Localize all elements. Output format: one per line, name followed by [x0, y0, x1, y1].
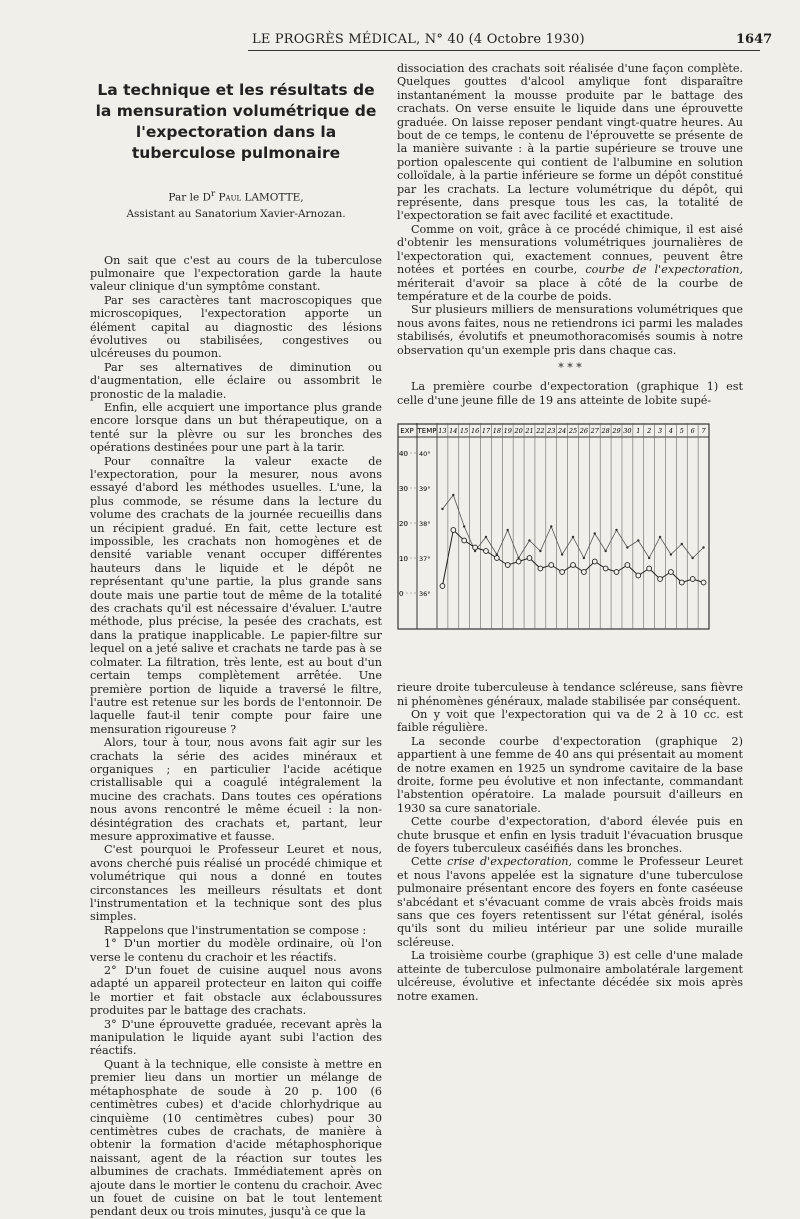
paragraph: Rappelons que l'instrumentation se compose :	[104, 923, 367, 937]
temperature-point	[702, 546, 704, 548]
temperature-point	[452, 494, 454, 496]
paragraph: 1° D'un mortier du modèle ordinaire, où l'on verse le contenu du crachoir et les réactifs.	[90, 937, 382, 964]
expectoration-point	[440, 584, 445, 589]
expectoration-point	[527, 556, 532, 561]
y-tick-label-exp: 0	[399, 590, 404, 599]
temperature-point	[648, 557, 650, 559]
expectoration-point	[581, 570, 586, 575]
temperature-point	[670, 553, 672, 555]
temperature-point	[572, 536, 574, 538]
y-tick-label-temp: 36°	[419, 590, 431, 599]
day-tick-label: 20	[514, 427, 523, 436]
paragraph: rieure droite tuberculeuse à tendance scléreuse, sans fièvre ni phénomènes généraux, malade stabilisée par conséquent.	[397, 681, 743, 708]
day-tick-label: 19	[503, 427, 512, 436]
day-tick-label: 24	[557, 427, 567, 436]
temperature-point	[485, 536, 487, 538]
day-tick-label: 27	[590, 427, 599, 436]
day-tick-label: 6	[690, 427, 695, 436]
temperature-point	[583, 557, 585, 559]
expectoration-point	[571, 563, 576, 568]
paragraph-text: mériterait d'avoir sa place à côté de la courbe de température et de la courbe de poids.	[397, 276, 743, 303]
row-label-temp: TEMP	[417, 427, 437, 436]
expectoration-point	[625, 563, 630, 568]
day-tick-label: 16	[470, 427, 480, 436]
chart-svg	[397, 423, 715, 669]
expectoration-point	[669, 570, 674, 575]
expectoration-point	[560, 570, 565, 575]
day-tick-label: 4	[668, 427, 673, 436]
day-tick-label: 21	[525, 427, 534, 436]
temperature-point	[604, 550, 606, 552]
temperature-point	[441, 508, 443, 510]
y-tick-label-exp: 10	[399, 555, 408, 564]
temperature-point	[615, 529, 617, 531]
italic-term: courbe de l'expectoration,	[585, 263, 744, 277]
left-column	[90, 62, 382, 1219]
expectoration-point	[451, 528, 456, 533]
paragraph: Pour connaître la valeur exacte de l'expectoration, pour la mesurer, nous avons essayé d'abord les méthodes usuelles. L'une, la plus commode, se résume dans la lecture du volume des crachats de la journée recueillis dans un récipient gradué. En fait, cette lecture est impossible, les crachats non homogènes et de densité variable venant occuper différentes hauteurs dans le liquide et le dépôt ne représentant qu'une partie, la plus grande sans doute mais une partie tout de même de la totalité des crachats qu'il est nécessaire d'évaluer. L'autre méthode, plus précise, la pesée des crachats, est dans la pratique inapplicable. Le papier-filtre sur lequel on a jeté salive et crachats ne tarde pas à se colmater. La filtration, très lente, est au bout d'un certain temps complètement arrêtée. Une première portion de liquide a traversé le filtre, l'autre est retenue sur les bords de l'entonnoir. De laquelle faut-il tenir compte pour faire une mensuration rigoureuse ?	[90, 454, 382, 736]
day-tick-label: 1	[636, 427, 641, 436]
paragraph: La première courbe d'expectoration (graphique 1) est celle d'une jeune fille de 19 ans atteinte de lobite supé-	[397, 380, 743, 407]
expectoration-point	[538, 566, 543, 571]
author-affiliation: Assistant au Sanatorium Xavier-Arnozan.	[126, 207, 346, 220]
day-tick-label: 7	[701, 427, 706, 436]
temperature-point	[637, 539, 639, 541]
paragraph-text: Comme on voit, grâce à ce procédé chimique, il est aisé d'obtenir les mensurations volumétriques journalières de l'expectoration qui, exactement connues, peuvent être notées et portées en courbe,	[397, 222, 743, 277]
expectoration-point	[505, 563, 510, 568]
temperature-point	[507, 529, 509, 531]
temperature-point	[561, 553, 563, 555]
paragraph: Enfin, elle acquiert une importance plus grande encore lorsque dans un but thérapeutique, on a tenté sur la plèvre ou sur les bronches des opérations destinées pour une part à la tarir.	[90, 400, 382, 455]
temperature-point	[691, 557, 693, 559]
day-tick-label: 15	[460, 427, 469, 436]
expectoration-point	[690, 577, 695, 582]
author-name: Paul LAMOTTE,	[218, 191, 304, 204]
page-number: 1647	[736, 32, 773, 47]
day-tick-label: 22	[536, 427, 545, 436]
y-tick-label-exp: 20	[399, 520, 408, 529]
expectoration-line	[442, 530, 703, 586]
expectoration-point	[592, 559, 597, 564]
temperature-point	[659, 536, 661, 538]
paragraph: Sur plusieurs milliers de mensurations volumétriques que nous avons faites, nous ne retiendrons ici parmi les malades stabilisés, évolutifs et pneumothoracomisés soumis à notre observation qu'un exemple pris dans chaque cas.	[397, 303, 743, 357]
paragraph	[397, 855, 743, 949]
paragraph: 3° D'une éprouvette graduée, recevant après la manipulation le liquide ayant subi l'action des réactifs.	[90, 1017, 382, 1058]
y-tick-label-exp: 30	[399, 485, 408, 494]
expectoration-point	[701, 580, 706, 585]
paragraph-text: Cette	[411, 855, 442, 869]
expectoration-point	[494, 556, 499, 561]
running-header	[0, 28, 800, 54]
day-tick-label: 5	[679, 427, 684, 436]
paragraph: C'est pourquoi le Professeur Leuret et nous, avons cherché puis réalisé un procédé chimique et volumétrique qui nous a donné en toutes circonstances les meilleurs résultats et dont l'instrumentation et la technique sont des plus simples.	[90, 843, 382, 924]
day-tick-label: 25	[568, 427, 578, 436]
expectoration-point	[636, 573, 641, 578]
expectoration-point	[473, 545, 478, 550]
temperature-point	[681, 543, 683, 545]
y-tick-label-temp: 40°	[419, 450, 431, 459]
chart-frame	[398, 424, 709, 629]
expectoration-point	[647, 566, 652, 571]
byline-sup: r	[210, 189, 216, 199]
paragraph: On y voit que l'expectoration qui va de 2 à 10 cc. est faible régulière.	[397, 707, 743, 735]
paragraph-text: comme le Professeur Leuret et nous l'avons appelée est la signature d'une tuberculose pulmonaire présentant encore des foyers en fonte caséeuse s'abcédant et s'évacuant comme de vrais abcès froids mais sans que ces foyers retentissent sur l'état général, isolés qu'ils sont du milieu intérieur par une solide muraille scléreuse.	[397, 855, 743, 949]
day-tick-label: 29	[612, 427, 621, 436]
journal-title: LE PROGRÈS MÉDICAL, N° 40 (4 Octobre 1930)	[252, 32, 585, 47]
paragraph: Cette courbe d'expectoration, d'abord élevée puis en chute brusque et enfin en lysis traduit l'évacuation brusque de foyers tuberculeux caséifiés dans les bronches.	[397, 815, 743, 856]
article-title: La technique et les résultats de la mensuration volumétrique de l'expectoration dans la tuberculose pulmonaire	[95, 81, 377, 162]
expectoration-point	[679, 580, 684, 585]
day-tick-label: 17	[481, 427, 491, 436]
expectoration-point	[549, 563, 554, 568]
temperature-point	[626, 546, 628, 548]
expectoration-point	[658, 577, 663, 582]
spacer	[90, 222, 382, 254]
expectoration-point	[484, 549, 489, 554]
y-tick-label-temp: 37°	[419, 555, 431, 564]
day-tick-label: 23	[547, 427, 556, 436]
day-tick-label: 28	[601, 427, 610, 436]
paragraph: Alors, tour à tour, nous avons fait agir sur les crachats la série des acides minéraux et organiques ; en particulier l'acide acétique cristallisable qui a coagulé intégralement la mucine des crachats. Dans toutes ces opérations nous avons rencontré le même écueil : la non-désintégration des crachats et, partant, leur mesure approximative et fausse.	[90, 736, 382, 843]
header-rule	[248, 50, 760, 51]
temperature-line	[442, 495, 703, 558]
expectoration-point	[462, 538, 467, 543]
expectoration-point	[603, 566, 608, 571]
paragraph: dissociation des crachats soit réalisée d'une façon complète. Quelques gouttes d'alcool amylique font disparaître instantanément la mousse produite par le battage des crachats. On verse ensuite le liquide dans une éprouvette graduée. On laisse reposer pendant vingt-quatre heures. Au bout de ce temps, le contenu de l'éprouvette se présente de la manière suivante : à la partie supérieure se trouve une portion opalescente qui contient de l'albumine en solution colloïdale, à la partie inférieure se forme un dépôt constitué par les crachats. La lecture volumétrique du dépôt, qui représente, dans presque tous les cas, la totalité de l'expectoration se fait avec facilité et exactitude.	[397, 62, 743, 223]
expectoration-point	[614, 570, 619, 575]
italic-term: crise d'expectoration,	[447, 855, 572, 869]
temperature-point	[539, 550, 541, 552]
byline-prefix: Par le D	[168, 191, 211, 204]
paragraph: On sait que c'est au cours de la tuberculose pulmonaire que l'expectoration garde la haute valeur clinique d'un symptôme constant.	[90, 253, 382, 294]
temperature-point	[528, 539, 530, 541]
paragraph: Par ses caractères tant macroscopiques que microscopiques, l'expectoration apporte un élément capital au diagnostic des lésions évolutives ou stabilisées, congestives ou ulcéreuses du poumon.	[90, 293, 382, 361]
paragraph: La troisième courbe (graphique 3) est celle d'une malade atteinte de tuberculose pulmonaire ambolatérale largement ulcéreuse, évolutive et infectante décédée six mois après notre examen.	[397, 949, 743, 1003]
temperature-point	[463, 525, 465, 527]
expectoration-chart	[397, 423, 715, 669]
paragraph	[397, 223, 743, 303]
temperature-point	[550, 525, 552, 527]
day-tick-label: 2	[647, 427, 652, 436]
temperature-point	[594, 532, 596, 534]
paragraph: Par ses alternatives de diminution ou d'augmentation, elle éclaire ou assombrit le pronostic de la maladie.	[90, 360, 382, 401]
day-tick-label: 30	[623, 427, 632, 436]
y-tick-label-exp: 40	[399, 450, 408, 459]
byline	[90, 186, 382, 222]
y-tick-label-temp: 39°	[419, 485, 431, 494]
paragraph: La seconde courbe d'expectoration (graphique 2) appartient à une femme de 40 ans qui présentait au moment de notre examen en 1925 un syndrome cavitaire de la base droite, forme peu évolutive et non infectante, commandant l'abstention opératoire. La malade poursuit d'ailleurs en 1930 sa cure sanatoriale.	[397, 734, 743, 815]
row-label-exp: EXP	[400, 427, 414, 436]
paragraph: 2° D'un fouet de cuisine auquel nous avons adapté un appareil protecteur en laiton qui coiffe le mortier et fait obstacle aux éclaboussures produites par le battage des crachats.	[90, 964, 382, 1018]
day-tick-label: 18	[492, 427, 501, 436]
day-tick-label: 13	[438, 427, 447, 436]
day-tick-label: 14	[449, 427, 458, 436]
section-separator: * * *	[558, 360, 582, 374]
day-tick-label: 26	[579, 427, 589, 436]
right-column	[397, 62, 743, 1003]
expectoration-point	[516, 559, 521, 564]
day-tick-label: 3	[657, 427, 663, 436]
paragraph: Quant à la technique, elle consiste à mettre en premier lieu dans un mortier un mélange de métaphosphate de soude à 20 p. 100 (6 centimètres cubes) et d'acide chlorhydrique au cinquième (10 centimètres cubes) pour 30 centimètres cubes de crachats, de manière à obtenir la formation d'acide métaphosphorique naissant, agent de la réaction sur toutes les albumines de crachats. Immédiatement après on ajoute dans le mortier le contenu du crachoir. Avec un fouet de cuisine on bat le tout lentement pendant deux ou trois minutes, jusqu'à ce que la	[90, 1057, 382, 1219]
y-tick-label-temp: 38°	[419, 520, 431, 529]
